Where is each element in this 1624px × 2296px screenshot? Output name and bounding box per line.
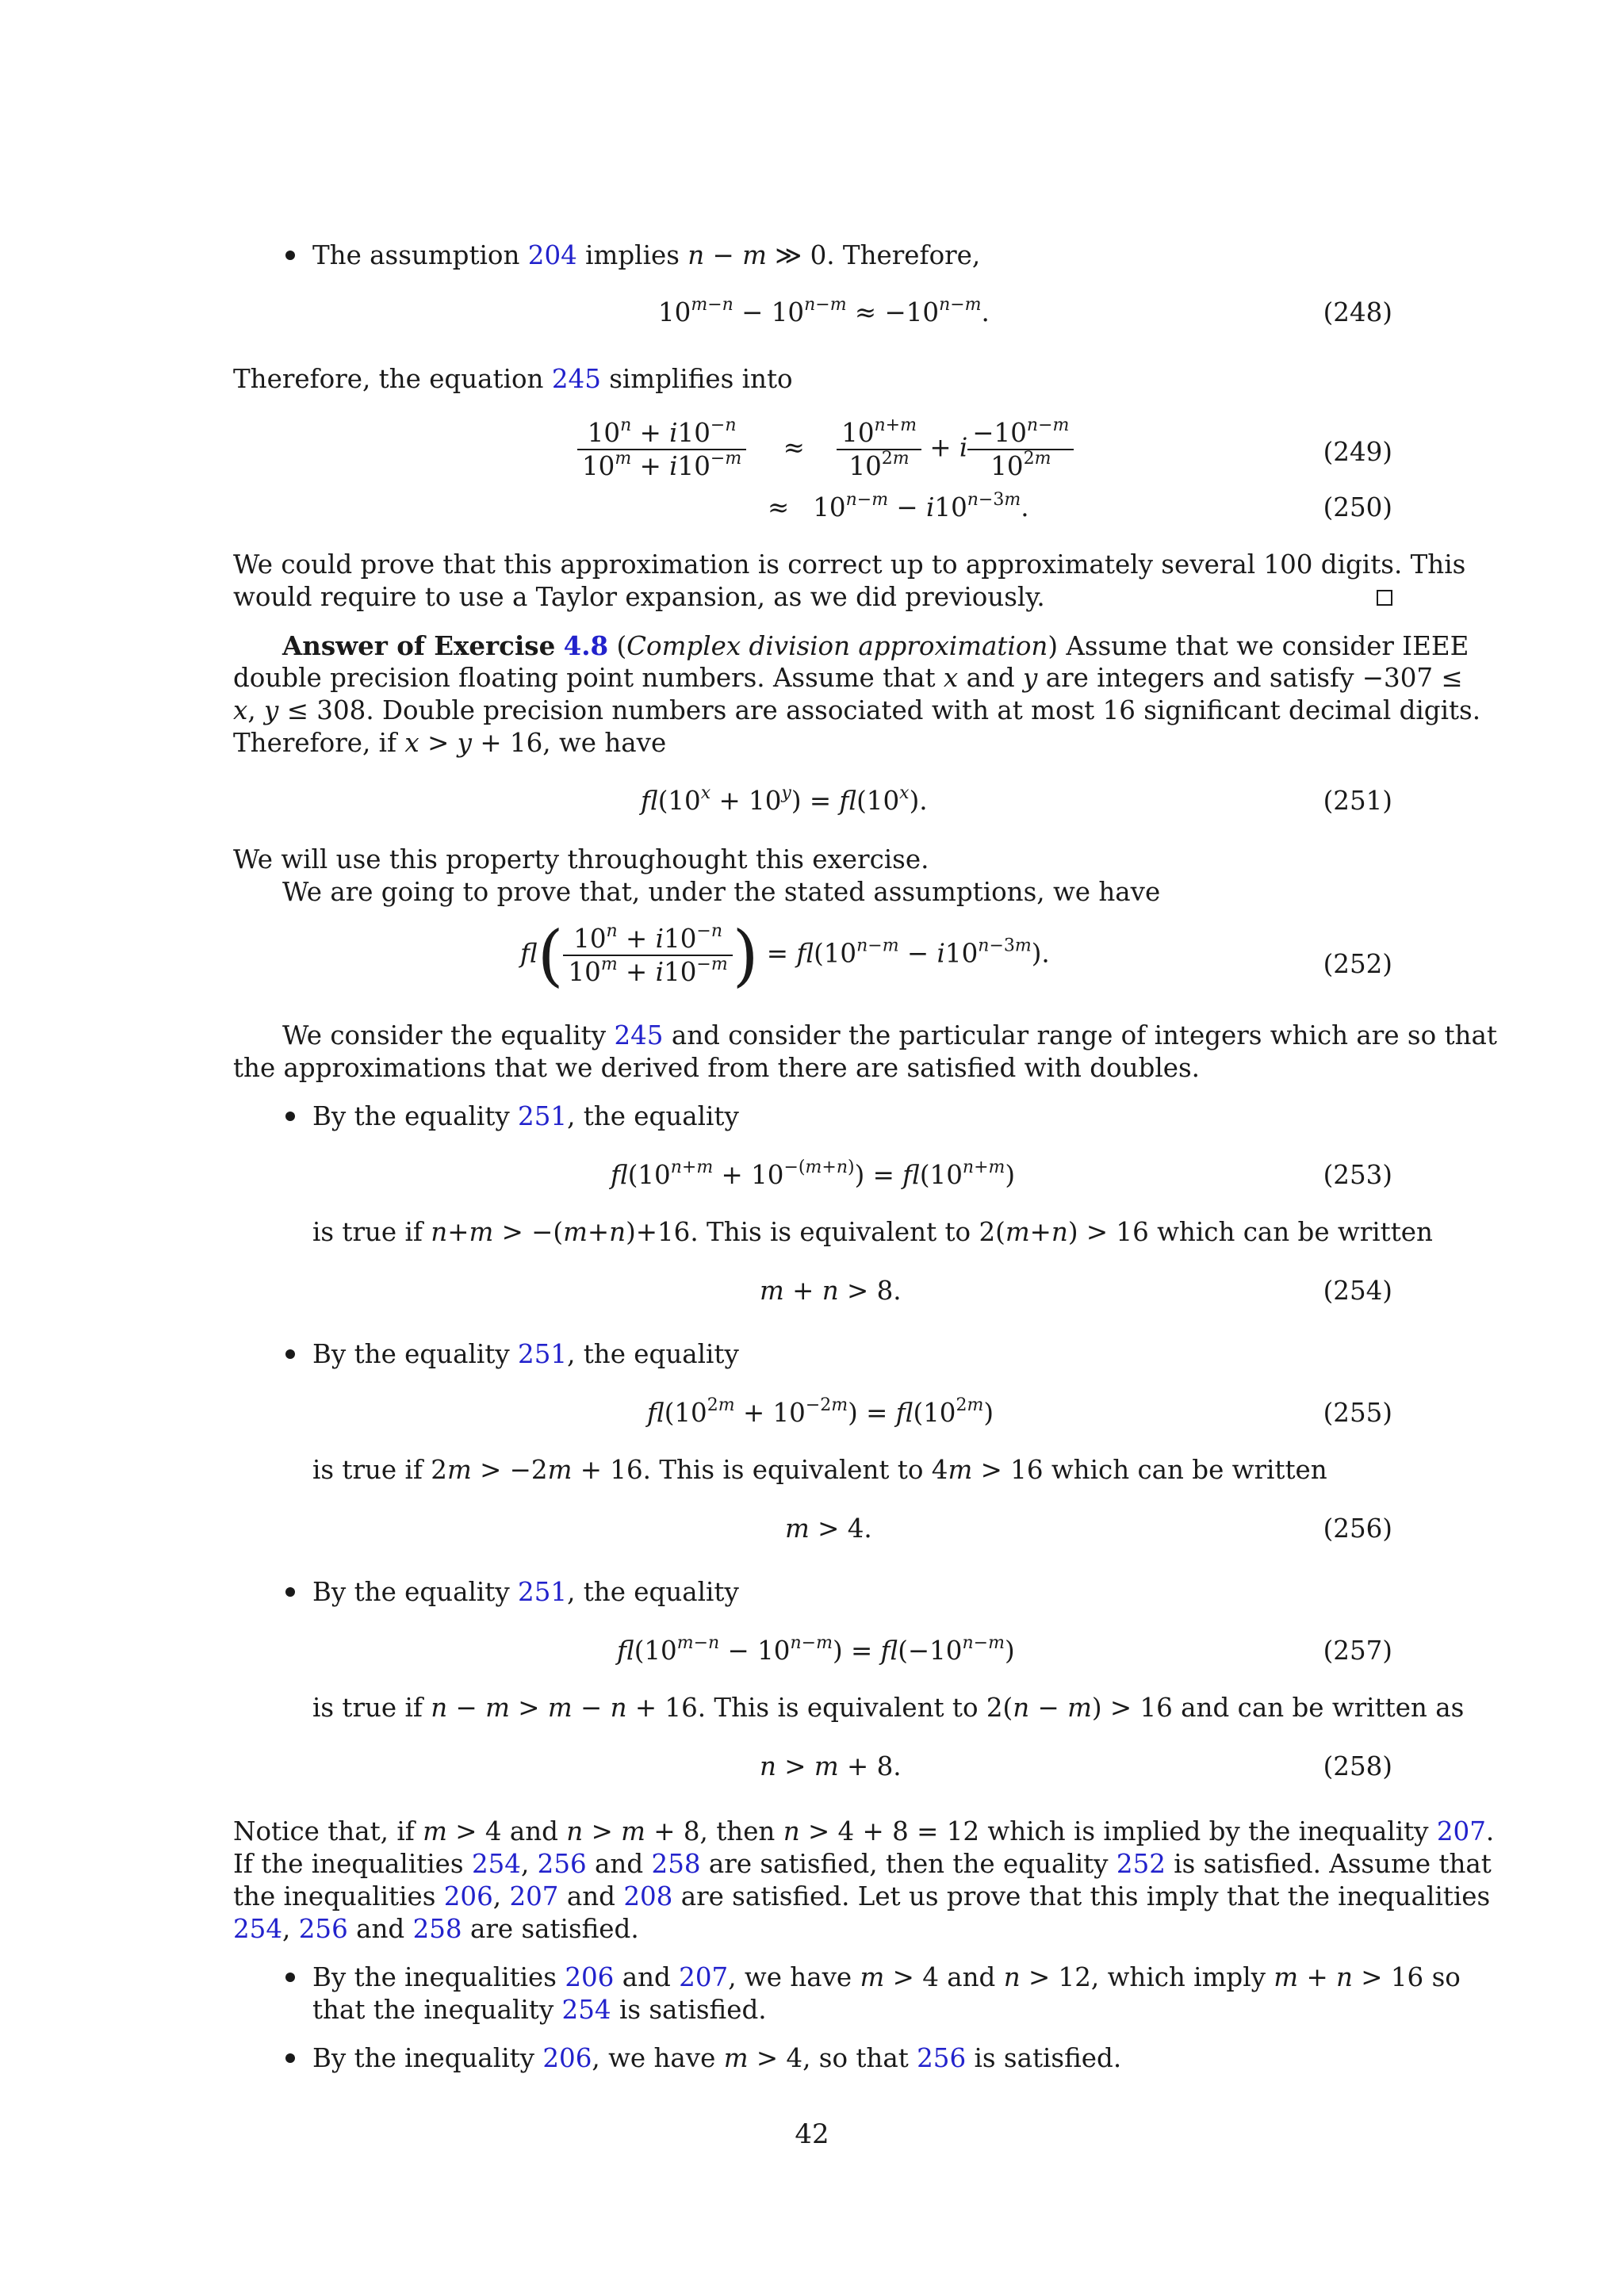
text: The assumption — [312, 240, 520, 270]
text: and — [356, 1914, 405, 1944]
text: which is implied by the inequality — [987, 1816, 1429, 1846]
reference-link[interactable]: 252 — [1116, 1849, 1166, 1879]
text: are satisfied. Let us prove that this imply that the inequalities — [680, 1881, 1491, 1911]
paragraph: We are going to prove that, under the stated assumptions, we have — [282, 877, 1161, 907]
bullet-marker — [285, 1349, 295, 1359]
text: and — [566, 1881, 615, 1911]
bullet-text: By the inequalities 206 and 207, we have m > 4 and n > 12, which imply m + n > 16 so — [312, 1962, 1461, 1992]
reference-link[interactable]: 251 — [518, 1101, 568, 1131]
text: are satisfied, then the equality — [708, 1849, 1109, 1879]
equation: fl( $\frac{10^n + i10^{-n}}{10^m + i10^{-m}}$ ) = $fl(10^{n-m} - i10^{n-3m})$. — [520, 916, 1050, 994]
answer-heading: Answer of Exercise 4.8 (Complex division approximation) Assume that we consider IEEE — [282, 630, 1469, 661]
bullet-text — [312, 1994, 1472, 2026]
text: , we have — [728, 1962, 852, 1992]
text: and — [509, 1816, 558, 1846]
reference-link[interactable]: 204 — [527, 240, 577, 270]
equation: $fl(10^{2m} + 10^{-2m}) = fl(10^{2m})$ — [647, 1395, 994, 1428]
text: Therefore, the equation — [233, 364, 544, 394]
reference-link[interactable]: 258 — [651, 1849, 701, 1879]
text: is satisfied. — [974, 2043, 1122, 2073]
text: , we have — [592, 2043, 716, 2073]
text: , so that — [802, 2043, 909, 2073]
text: and consider the particular range of integers which are so that — [671, 1020, 1497, 1050]
equation: $fl(10^{m-n} - 10^{n-m}) = fl(-10^{n-m})$ — [617, 1633, 1015, 1666]
reference-link[interactable]: 206 — [443, 1881, 493, 1911]
equation: m + n > 8. — [760, 1276, 902, 1306]
equation-number: (248) — [1323, 297, 1392, 327]
paragraph-line: is true if n − m > m − n + 16. This is equivalent to 2(n − m) > 16 and can be written as — [312, 1693, 1465, 1723]
bullet-marker — [285, 1587, 295, 1597]
text: , the equality — [567, 1339, 739, 1369]
paragraph-line: double precision floating point numbers. Assume that x and y are integers and satisfy −307 ≤ — [233, 663, 1463, 693]
paragraph-line: the approximations that we derived from there are satisfied with doubles. — [233, 1053, 1200, 1083]
text: Therefore, if — [233, 728, 397, 758]
text: . Double precision numbers are associated with at most 16 significant decimal digits. — [366, 695, 1481, 725]
equation-number: (253) — [1323, 1160, 1392, 1190]
text: . This is equivalent to — [642, 1455, 924, 1485]
paragraph-line: If the inequalities 254, 256 and 258 are satisfied, then the equality 252 is satisfied. Assume that — [233, 1849, 1492, 1879]
paragraph-line: x, y ≤ 308. Double precision numbers are associated with at most 16 significant decimal digits. — [233, 695, 1481, 725]
reference-link[interactable]: 251 — [518, 1339, 568, 1369]
text: . This is equivalent to — [690, 1217, 971, 1247]
paragraph-line: Therefore, if x > y + 16, we have — [233, 728, 667, 758]
reference-link[interactable]: 251 — [518, 1577, 568, 1607]
text: By the equality — [312, 1577, 510, 1607]
reference-link[interactable]: 208 — [623, 1881, 673, 1911]
exercise-link[interactable]: 4.8 — [563, 630, 609, 661]
equation: $\frac{10^n + i10^{-n}}{10^m + i10^{-m}}$ ≈ $\frac{10^{n+m}}{10^{2m}}$ + i $\frac{-10^{n-m}}{10^{2m}}$ — [577, 417, 1074, 482]
text: and — [966, 663, 1015, 693]
bullet-text — [312, 1338, 1472, 1371]
paragraph-line: the inequalities 206, 207 and 208 are satisfied. Let us prove that this imply that the inequalities — [233, 1881, 1491, 1911]
text: By the equality — [312, 1339, 510, 1369]
equation-number: (251) — [1323, 786, 1392, 816]
text: and can be written as — [1181, 1693, 1465, 1723]
reference-link[interactable]: 207 — [1436, 1816, 1486, 1846]
bullet-text — [312, 1100, 1472, 1133]
reference-link[interactable]: 254 — [471, 1849, 521, 1879]
bullet-marker — [285, 1973, 295, 1982]
text: , the equality — [567, 1577, 739, 1607]
text: and — [622, 1962, 671, 1992]
paragraph-line — [282, 1020, 1497, 1052]
bullet-text: By the inequality 206, we have m > 4, so that 256 is satisfied. — [312, 2043, 1122, 2073]
text: which can be written — [1157, 1217, 1433, 1247]
reference-link[interactable]: 206 — [565, 1962, 615, 1992]
text: . Therefore, — [826, 240, 981, 270]
reference-link[interactable]: 256 — [537, 1849, 587, 1879]
text: , the equality — [567, 1101, 739, 1131]
text: so — [1431, 1962, 1461, 1992]
equation-number: (255) — [1323, 1398, 1392, 1428]
reference-link[interactable]: 254 — [233, 1914, 283, 1944]
reference-link[interactable]: 256 — [917, 2043, 967, 2073]
paragraph-line: We could prove that this approximation is correct up to approximately several 100 digits. This — [233, 549, 1466, 580]
text: By the equality — [312, 1101, 510, 1131]
equation-number: (256) — [1323, 1513, 1392, 1544]
text: is true if — [312, 1693, 423, 1723]
reference-link[interactable]: 207 — [679, 1962, 729, 1992]
equation: m > 4. — [785, 1513, 872, 1544]
bullet-text: The assumption 204 implies n − m ≫ 0. Therefore, — [312, 240, 981, 270]
equation-number: (252) — [1323, 949, 1392, 979]
equation-number: (257) — [1323, 1636, 1392, 1666]
text: By the inequalities — [312, 1962, 557, 1992]
reference-link[interactable]: 254 — [561, 1995, 611, 2025]
text: and — [595, 1849, 644, 1879]
equation-number: (250) — [1323, 492, 1392, 522]
paragraph-line: is true if 2m > −2m + 16. This is equivalent to 4m > 16 which can be written — [312, 1455, 1327, 1485]
text: By the inequality — [312, 2043, 535, 2073]
text: We consider the equality — [282, 1020, 607, 1050]
text: , then — [699, 1816, 776, 1846]
reference-link[interactable]: 207 — [509, 1881, 559, 1911]
equation: $fl(10^x + 10^y) = fl(10^x)$. — [641, 783, 928, 816]
text: is true if — [312, 1455, 423, 1485]
paragraph: We will use this property throughought this exercise. — [233, 844, 929, 874]
text: , which imply — [1090, 1962, 1266, 1992]
text: , we have — [542, 728, 667, 758]
bullet-marker — [285, 1112, 295, 1121]
reference-link[interactable]: 245 — [614, 1020, 664, 1050]
text: is true if — [312, 1217, 423, 1247]
text: are integers and satisfy — [1045, 663, 1354, 693]
text: implies — [585, 240, 680, 270]
bullet-marker — [285, 2053, 295, 2063]
paragraph-line: is true if n+m > −(m+n)+16. This is equivalent to 2(m+n) > 16 which can be written — [312, 1217, 1433, 1247]
text: is satisfied. Assume that — [1174, 1849, 1492, 1879]
text: . This is equivalent to — [697, 1693, 979, 1723]
reference-link[interactable]: 256 — [298, 1914, 348, 1944]
text: If the inequalities — [233, 1849, 464, 1879]
text: is satisfied. — [619, 1995, 767, 2025]
text: that the inequality — [312, 1995, 554, 2025]
text: double precision floating point numbers. Assume that — [233, 663, 936, 693]
text: and — [947, 1962, 996, 1992]
equation-number: (249) — [1323, 437, 1392, 467]
answer-title: Answer of Exercise — [282, 630, 556, 661]
text: are satisfied. — [469, 1914, 639, 1944]
reference-link[interactable]: 258 — [412, 1914, 462, 1944]
paragraph-line: would require to use a Taylor expansion, as we did previously. — [233, 582, 1045, 612]
equation-number: (258) — [1323, 1751, 1392, 1781]
equation: n > m + 8. — [760, 1751, 902, 1781]
equation: $fl(10^{n+m} + 10^{-(m+n)}) = fl(10^{n+m})$ — [611, 1158, 1016, 1190]
equation: ≈ $10^{n-m} - i10^{n-3m}$. — [768, 490, 1029, 522]
reference-link[interactable]: 206 — [542, 2043, 592, 2073]
equation: $10^{m-n} - 10^{n-m} \approx -10^{n-m}$. — [658, 295, 990, 327]
equation-number: (254) — [1323, 1276, 1392, 1306]
text: the inequalities — [233, 1881, 436, 1911]
paragraph — [233, 363, 1392, 396]
bullet-marker — [285, 251, 295, 260]
reference-link[interactable]: 245 — [551, 364, 601, 394]
exercise-name: Complex division approximation — [626, 631, 1048, 661]
text: which can be written — [1051, 1455, 1327, 1485]
page-number: 42 — [795, 2118, 829, 2150]
bullet-text — [312, 1576, 1472, 1609]
text: Assume that we consider IEEE — [1066, 631, 1469, 661]
paragraph-line: 254, 256 and 258 are satisfied. — [233, 1914, 639, 1944]
qed-square-icon — [1377, 590, 1392, 606]
paragraph-line: Notice that, if m > 4 and n > m + 8, then n > 4 + 8 = 12 which is implied by the inequality 207. — [233, 1816, 1495, 1846]
text: Notice that, if — [233, 1816, 415, 1846]
text: simplifies into — [609, 364, 793, 394]
